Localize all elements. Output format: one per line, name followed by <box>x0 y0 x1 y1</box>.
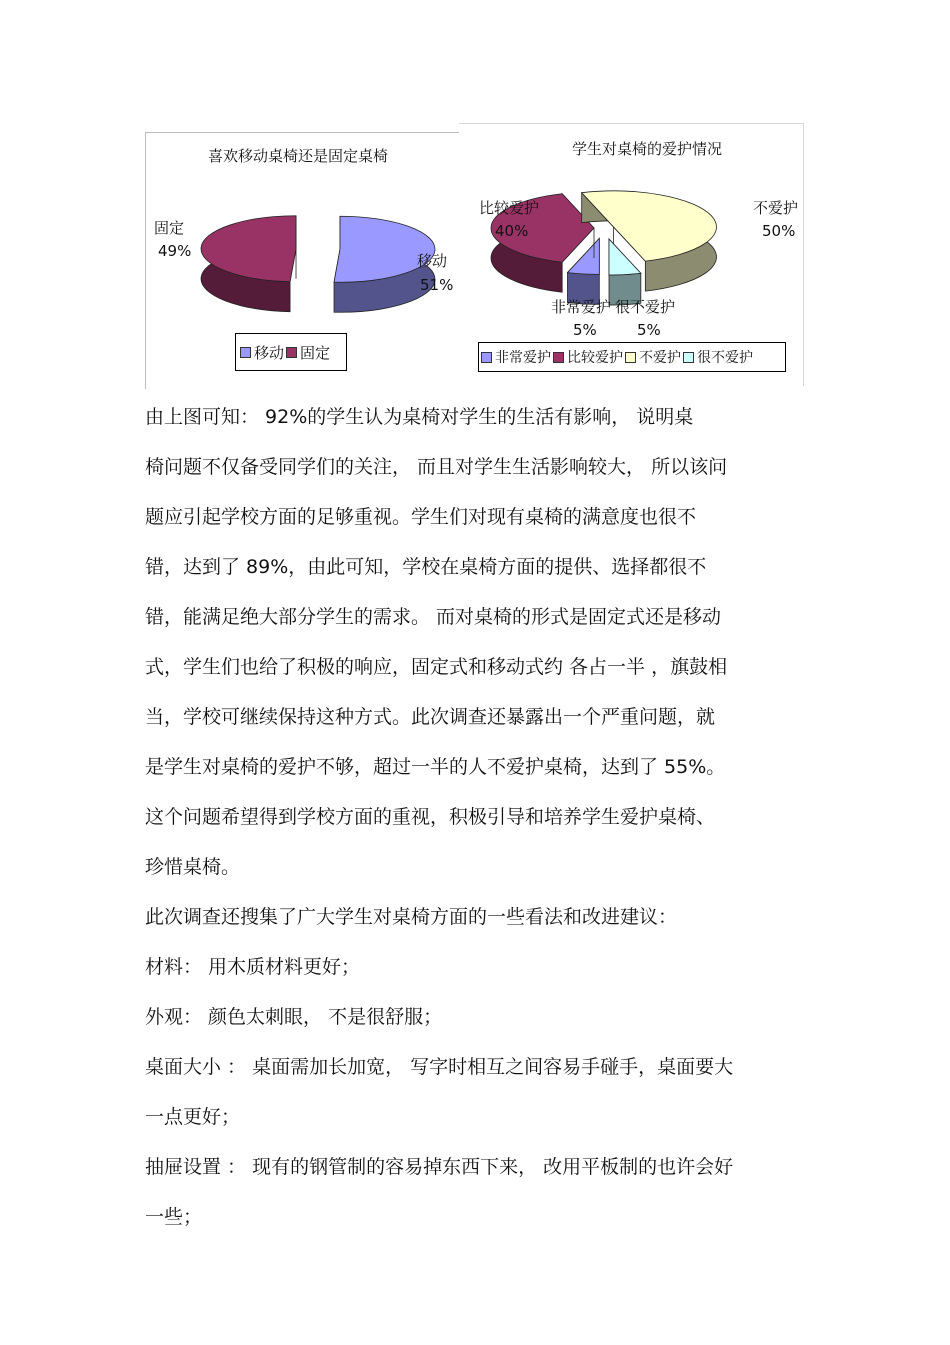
paragraph-line: 椅问题不仅备受同学们的关注， 而且对学生生活影响较大， 所以该问 <box>145 456 728 478</box>
slice-label-category: 非常爱护 <box>551 298 612 316</box>
legend-label: 很不爱护 <box>697 350 753 366</box>
slice-label-category: 移动 <box>417 252 448 270</box>
legend-swatch <box>683 352 694 363</box>
pie-chart-desk-type <box>145 132 462 389</box>
paragraph-line: 桌面大小 ： 桌面需加长加宽， 写字时相互之间容易手碰手，桌面要大 <box>145 1056 734 1078</box>
legend-item <box>553 347 623 367</box>
paragraph-line: 这个问题希望得到学校方面的重视，积极引导和培养学生爱护桌椅、 <box>145 806 716 828</box>
legend-label: 比较爱护 <box>567 350 623 366</box>
legend-label: 固定 <box>300 343 331 362</box>
legend-swatch <box>553 352 564 363</box>
slice-label-value: 50% <box>762 222 796 240</box>
pie-chart-desk-care <box>459 123 804 386</box>
slice-label-value: 5% <box>573 321 597 339</box>
legend-item <box>625 347 681 367</box>
paragraph-line: 当，学校可继续保持这种方式。此次调查还暴露出一个严重问题，就 <box>145 706 716 728</box>
legend-item <box>683 347 753 367</box>
paragraph-line: 一点更好； <box>145 1106 241 1128</box>
slice-label-value: 5% <box>637 321 661 339</box>
chart-title: 喜欢移动桌椅还是固定桌椅 <box>208 147 389 165</box>
slice-label-category: 很不爱护 <box>615 298 676 316</box>
paragraph-line: 抽屉设置 ： 现有的钢管制的容易掉东西下来， 改用平板制的也许会好 <box>145 1156 734 1178</box>
chart-legend <box>478 342 786 372</box>
paragraph-line: 式，学生们也给了积极的响应，固定式和移动式约 各占一半 ，旗鼓相 <box>145 656 728 678</box>
legend-swatch <box>286 347 297 358</box>
legend-swatch <box>625 352 636 363</box>
slice-label-category: 不爱护 <box>753 199 799 217</box>
paragraph-line: 外观： 颜色太刺眼， 不是很舒服； <box>145 1006 443 1028</box>
paragraph-line: 题应引起学校方面的足够重视。学生们对现有桌椅的满意度也很不 <box>145 506 697 528</box>
slice-label-category: 比较爱护 <box>479 199 540 217</box>
paragraph-line: 此次调查还搜集了广大学生对桌椅方面的一些看法和改进建议： <box>145 906 678 928</box>
paragraph-line: 珍惜桌椅。 <box>145 856 241 878</box>
paragraph-line: 一些； <box>145 1206 203 1228</box>
legend-label: 非常爱护 <box>495 350 551 366</box>
legend-item <box>240 342 284 363</box>
slice-label-value: 40% <box>495 222 529 240</box>
legend-item <box>481 347 551 367</box>
slice-label-category: 固定 <box>154 219 185 237</box>
legend-label: 移动 <box>254 343 285 362</box>
paragraph-line: 错，能满足绝大部分学生的需求。 而对桌椅的形式是固定式还是移动 <box>145 606 722 628</box>
chart-legend <box>235 333 347 371</box>
paragraph-line: 是学生对桌椅的爱护不够，超过一半的人不爱护桌椅，达到了 55%。 <box>145 756 726 778</box>
legend-swatch <box>481 352 492 363</box>
slice-label-value: 49% <box>158 242 192 260</box>
chart-title: 学生对桌椅的爱护情况 <box>572 140 723 158</box>
paragraph-line: 材料： 用木质材料更好； <box>145 956 361 978</box>
paragraph-line: 由上图可知： 92%的学生认为桌椅对学生的生活有影响， 说明桌 <box>145 406 694 428</box>
legend-item <box>286 342 330 363</box>
legend-swatch <box>240 347 251 358</box>
slice-label-value: 51% <box>420 276 454 294</box>
legend-label: 不爱护 <box>639 350 681 366</box>
paragraph-line: 错，达到了 89%，由此可知，学校在桌椅方面的提供、选择都很不 <box>145 556 707 578</box>
